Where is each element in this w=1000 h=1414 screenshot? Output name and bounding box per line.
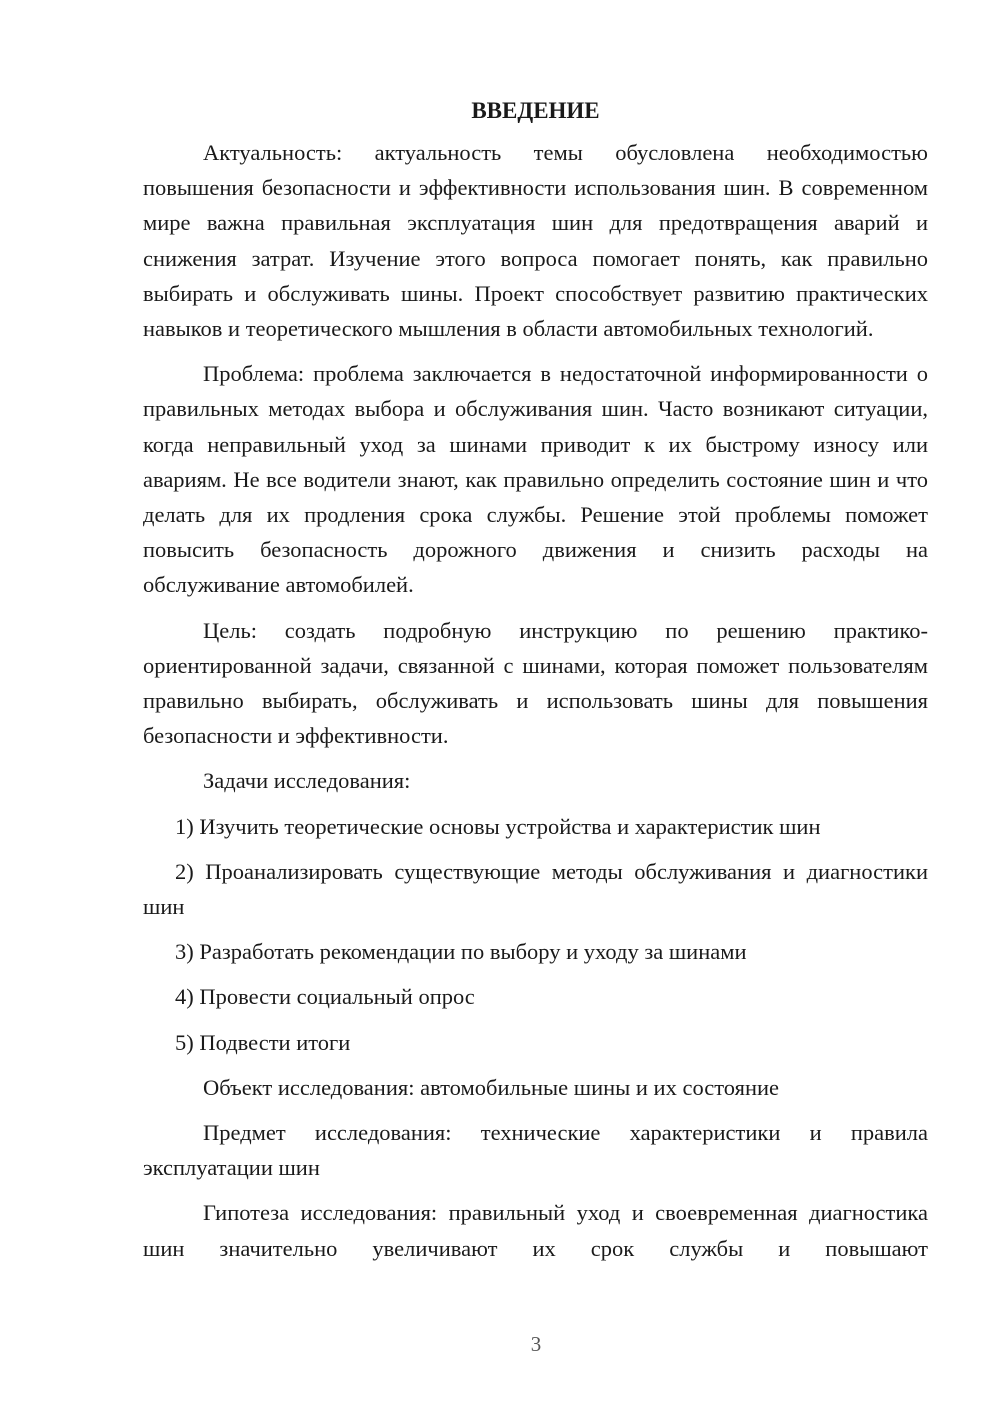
task-item-5: 5) Подвести итоги xyxy=(175,1029,351,1055)
paragraph-goal: Цель: создать подробную инструкцию по решению практико-ориентированной задачи, связанной с шинами, которая поможет пользователям правильно выбирать, обслуживать и использовать шины для повышения безопасности и эффективности. xyxy=(143,617,928,749)
page-number: 3 xyxy=(530,1332,542,1356)
paragraph-problem: Проблема: проблема заключается в недостаточной информированности о правильных методах выбора и обслуживания шин. Часто возникают ситуации, когда неправильный уход за шинами приводит к их быстрому износу или авариям. Не все водители знают, как правильно определить состояние шин и что делать для их продления срока службы. Решение этой проблемы поможет повысить безопасность дорожного движения и снизить расходы на обслуживание автомобилей. xyxy=(143,361,928,598)
paragraph-object: Объект исследования: автомобильные шины и их состояние xyxy=(203,1074,780,1100)
paragraph-hypothesis: Гипотеза исследования: правильный уход и своевременная диагностика шин значительно увеличивают их срок службы и повышают xyxy=(143,1200,928,1261)
paragraph-subject: Предмет исследования: технические характеристики и правила эксплуатации шин xyxy=(143,1120,928,1181)
task-item-4: 4) Провести социальный опрос xyxy=(175,984,475,1010)
task-item-3: 3) Разработать рекомендации по выбору и уходу за шинами xyxy=(175,939,747,965)
task-item-2: 2) Проанализировать существующие методы обслуживания и диагностики шин xyxy=(143,858,928,920)
paragraph-relevance: Актуальность: актуальность темы обусловлена необходимостью повышения безопасности и эффективности использования шин. В современном мире важна правильная эксплуатация шин для предотвращения аварий и снижения затрат. Изучение этого вопроса помогает понять, как правильно выбирать и обслуживать шины. Проект способствует развитию практических навыков и теоретического мышления в области автомобильных технологий. xyxy=(143,140,928,342)
page-content xyxy=(143,93,928,1276)
section-title: ВВЕДЕНИЕ xyxy=(471,98,600,123)
tasks-heading: Задачи исследования: xyxy=(203,768,411,794)
task-item-1: 1) Изучить теоретические основы устройства и характеристик шин xyxy=(175,813,821,839)
